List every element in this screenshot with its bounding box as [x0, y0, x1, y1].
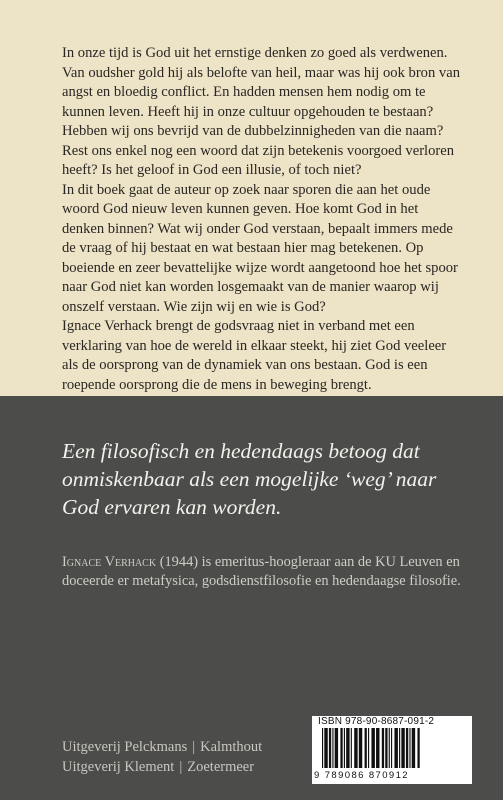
barcode-bar	[401, 728, 404, 768]
barcode-bar	[399, 728, 400, 768]
barcode-digits: 9 789086 870912	[314, 770, 409, 781]
barcode-bar	[376, 728, 379, 768]
author-bio	[62, 553, 472, 591]
publisher-block	[62, 737, 302, 777]
blurb-paragraph-2: In dit boek gaat de auteur op zoek naar sporen die aan het oude woord God nieuw leven kunnen geven. Hoe komt God in het denken binnen? Wat wij onder God verstaan, bepaalt immers mede de vraag of hij bestaat en wat bestaan hier mag betekenen. Op boeiende en zeer bevattelijke wijze wordt aangetoond hoe het spoor naar God niet kan worden losgemaakt van de manier waarop wij onszelf verstaan. Wie zijn wij en wie is God?	[62, 181, 458, 315]
barcode-bar	[371, 728, 374, 768]
barcode-bar	[351, 728, 352, 768]
publisher-line-1	[62, 737, 302, 757]
barcode-label	[312, 716, 472, 784]
blurb-paragraph-3: Ignace Verhack brengt de godsvraag niet in verband met een verklaring van hoe de wereld in elkaar steekt, hij ziet God veeleer als de oorsprong van de dynamiek van ons bestaan. God is een roepende oorsprong die de mens in beweging brengt.	[62, 318, 447, 393]
barcode-bar	[389, 728, 390, 768]
separator: |	[179, 759, 183, 775]
author-name: Ignace Verhack	[62, 554, 157, 570]
barcode-bar	[332, 728, 333, 768]
isbn-text: ISBN 978-90-8687-091-2	[318, 716, 435, 727]
barcode-bar	[344, 728, 345, 768]
barcode-bar	[406, 728, 408, 768]
barcode-icon	[318, 728, 466, 768]
publisher-1-name: Uitgeverij Pelckmans	[62, 739, 188, 755]
barcode-bar	[417, 728, 419, 768]
barcode-bar	[340, 728, 342, 768]
publisher-1-city: Kalmthout	[200, 739, 263, 755]
upper-panel	[0, 0, 503, 396]
publisher-2-name: Uitgeverij Klement	[62, 759, 175, 775]
barcode-bar	[394, 728, 397, 768]
publisher-line-2	[62, 757, 302, 777]
barcode-bar	[409, 728, 410, 768]
separator: |	[192, 739, 196, 755]
blurb-text	[62, 44, 462, 395]
barcode-bar	[346, 728, 349, 768]
publisher-2-city: Zoetermeer	[187, 759, 255, 775]
barcode-bar	[322, 728, 323, 768]
barcode-bar	[354, 728, 357, 768]
tagline: Een filosofisch en hedendaags betoog dat onmiskenbaar als een mogelijke ‘weg’ naar God ervaren kan worden.	[62, 439, 437, 519]
blurb-paragraph-1: In onze tijd is God uit het ernstige denken zo goed als verdwenen. Van oudsher gold hij als belofte van heil, maar was hij ook bron van angst en bloedig conflict. En hadden mensen hem nodig om te kunnen leven. Heeft hij in onze cultuur opgehouden te bestaan? Hebben wij ons bevrijd van de dubbelzinnigheden van die naam? Rest ons enkel nog een woord dat zijn betekenis voorgoed verloren heeft? Is het geloof in God een illusie, of toch niet?	[62, 45, 460, 178]
barcode-bar	[391, 728, 392, 768]
author-bio-text: (1944) is emeritus-hoogleraar aan de KU Leuven en doceerde er metafysica, godsdienstfilosofie en hedendaagse filosofie.	[62, 554, 461, 589]
barcode-bar	[365, 728, 367, 768]
barcode-bar	[382, 728, 384, 768]
barcode-bar	[412, 728, 415, 768]
barcode-bar	[329, 728, 331, 768]
barcode-bar	[324, 728, 327, 768]
barcode-bar	[368, 728, 369, 768]
barcode-bar	[359, 728, 362, 768]
barcode-bar	[385, 728, 387, 768]
barcode-bar	[335, 728, 338, 768]
